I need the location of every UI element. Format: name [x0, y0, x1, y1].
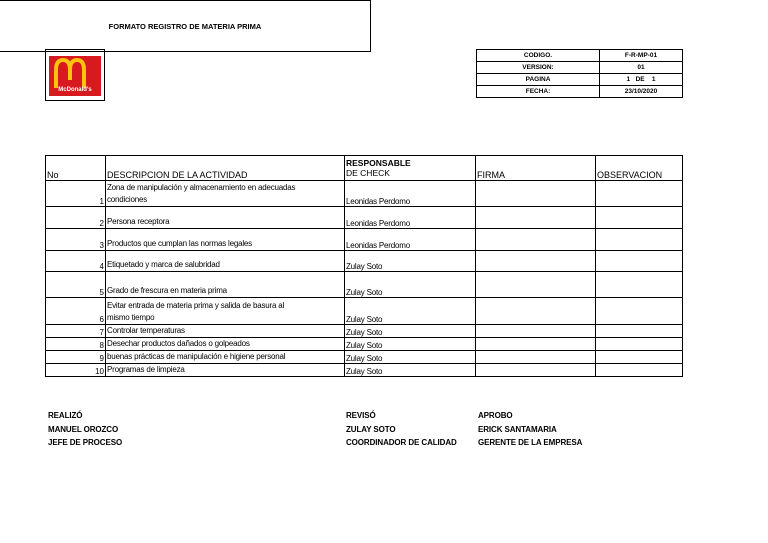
row-observacion-field[interactable]: [596, 338, 683, 351]
row-responsable: Zulay Soto: [345, 325, 476, 338]
row-description: [106, 181, 345, 207]
row-description: [106, 251, 345, 272]
reviso-role: COORDINADOR DE CALIDAD: [346, 438, 457, 447]
row-responsable: Zulay Soto: [345, 364, 476, 377]
row-firma-field[interactable]: [476, 351, 596, 364]
row-number: 10: [46, 364, 106, 377]
realizo-name: MANUEL OROZCO: [48, 425, 119, 434]
header-descripcion: DESCRIPCION DE LA ACTIVIDAD: [106, 156, 345, 181]
row-responsable: Zulay Soto: [345, 251, 476, 272]
aprobo-label: APROBO: [478, 411, 513, 420]
table-row: [46, 298, 683, 325]
table-row: [46, 364, 683, 377]
meta-value: 23/10/2020: [600, 86, 683, 98]
description-line-2: Grado de frescura en materia prima: [107, 286, 227, 295]
row-firma-field[interactable]: [476, 364, 596, 377]
row-firma-field[interactable]: [476, 298, 596, 325]
row-firma-field[interactable]: [476, 207, 596, 229]
row-description: [106, 325, 345, 338]
table-row: [46, 325, 683, 338]
meta-value: F-R-MP-01: [600, 50, 683, 62]
row-number: 9: [46, 351, 106, 364]
table-row: [46, 251, 683, 272]
table-row: [46, 181, 683, 207]
table-row: [46, 229, 683, 251]
table-row: [46, 338, 683, 351]
row-responsable: Zulay Soto: [345, 298, 476, 325]
row-responsable: Zulay Soto: [345, 338, 476, 351]
meta-row-pagina: [477, 74, 683, 86]
row-firma-field[interactable]: [476, 338, 596, 351]
row-observacion-field[interactable]: [596, 351, 683, 364]
description-line-2: Programas de limpieza: [107, 365, 185, 374]
row-responsable: Leonidas Perdomo: [345, 229, 476, 251]
row-firma-field[interactable]: [476, 181, 596, 207]
form-title: FORMATO REGISTRO DE MATERIA PRIMA: [0, 0, 371, 52]
realizo-role: JEFE DE PROCESO: [48, 438, 123, 447]
header-observacion: OBSERVACION: [596, 156, 683, 181]
description-line-2: buenas prácticas de manipulación e higiene personal: [107, 352, 286, 361]
meta-value: 01: [600, 62, 683, 74]
row-number: 6: [46, 298, 106, 325]
row-description: [106, 207, 345, 229]
description-line-2: mismo tiempo: [107, 313, 155, 322]
description-line-2: Productos que cumplan las normas legales: [107, 239, 252, 248]
table-row: [46, 351, 683, 364]
row-description: [106, 351, 345, 364]
row-number: 3: [46, 229, 106, 251]
row-firma-field[interactable]: [476, 325, 596, 338]
row-number: 2: [46, 207, 106, 229]
header-firma: FIRMA: [476, 156, 596, 181]
row-observacion-field[interactable]: [596, 298, 683, 325]
table-row: [46, 272, 683, 298]
row-observacion-field[interactable]: [596, 364, 683, 377]
mcdonalds-logo: [46, 50, 104, 100]
description-line-2: condiciones: [107, 195, 148, 204]
aprobo-role: GERENTE DE LA EMPRESA: [478, 438, 583, 447]
description-line-1: Evitar entrada de materia prima y salida de basura al: [107, 301, 285, 310]
row-number: 1: [46, 181, 106, 207]
header-responsable: [345, 156, 476, 181]
row-number: 5: [46, 272, 106, 298]
row-firma-field[interactable]: [476, 251, 596, 272]
meta-row-fecha: [477, 86, 683, 98]
row-responsable: Zulay Soto: [345, 351, 476, 364]
description-line-1: Zona de manipulación y almacenamiento en adecuadas: [107, 183, 296, 192]
row-description: [106, 298, 345, 325]
row-description: [106, 364, 345, 377]
description-line-2: Desechar productos dañados o golpeados: [107, 339, 250, 348]
row-description: [106, 229, 345, 251]
header-responsable-line1: RESPONSABLE: [346, 158, 411, 168]
realizo-label: REALIZÓ: [48, 411, 83, 420]
meta-value: 1 DE 1: [600, 74, 683, 86]
row-description: [106, 272, 345, 298]
row-observacion-field[interactable]: [596, 207, 683, 229]
table-header-row: [46, 156, 683, 181]
meta-row-codigo: [477, 50, 683, 62]
description-line-2: Controlar temperaturas: [107, 326, 185, 335]
header-no: No: [46, 156, 106, 181]
row-observacion-field[interactable]: [596, 272, 683, 298]
logo-text: McDonald's: [58, 87, 92, 93]
row-observacion-field[interactable]: [596, 325, 683, 338]
meta-label: CODIGO.: [477, 50, 600, 62]
meta-table: [476, 49, 683, 98]
meta-label: FECHA:: [477, 86, 600, 98]
meta-label: VERSION:: [477, 62, 600, 74]
row-responsable: Leonidas Perdomo: [345, 181, 476, 207]
logo-cell: [45, 49, 105, 101]
meta-label: PAGINA: [477, 74, 600, 86]
row-number: 4: [46, 251, 106, 272]
row-observacion-field[interactable]: [596, 251, 683, 272]
activity-table: [45, 155, 683, 377]
row-responsable: Leonidas Perdomo: [345, 207, 476, 229]
description-line-2: Etiquetado y marca de salubridad: [107, 260, 220, 269]
reviso-name: ZULAY SOTO: [346, 425, 396, 434]
row-number: 8: [46, 338, 106, 351]
row-observacion-field[interactable]: [596, 181, 683, 207]
table-row: [46, 207, 683, 229]
row-firma-field[interactable]: [476, 272, 596, 298]
description-line-2: Persona receptora: [107, 217, 170, 226]
aprobo-name: ERICK SANTAMARIA: [478, 425, 557, 434]
header-responsable-line2: DE CHECK: [346, 168, 390, 178]
reviso-label: REVISÓ: [346, 411, 376, 420]
row-firma-field[interactable]: [476, 229, 596, 251]
meta-row-version: [477, 62, 683, 74]
row-observacion-field[interactable]: [596, 229, 683, 251]
row-number: 7: [46, 325, 106, 338]
row-responsable: Zulay Soto: [345, 272, 476, 298]
row-description: [106, 338, 345, 351]
